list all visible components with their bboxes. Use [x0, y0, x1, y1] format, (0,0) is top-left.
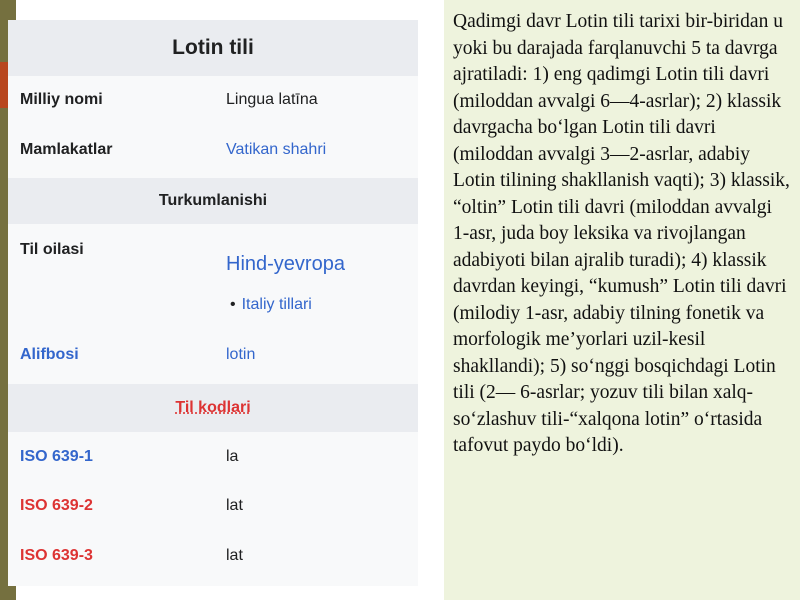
- link-indo-european[interactable]: Hind-yevropa: [226, 253, 345, 275]
- link-iso-639-1[interactable]: ISO 639-1: [20, 448, 93, 465]
- link-iso-639-2[interactable]: ISO 639-2: [20, 497, 93, 514]
- label-countries: Mamlakatlar: [20, 141, 113, 158]
- subfamily-list-item: [230, 296, 312, 314]
- value-iso-639-1: la: [226, 448, 239, 465]
- link-language-codes[interactable]: Til kodlari: [175, 399, 251, 416]
- value-native-name: Lingua latīna: [226, 91, 318, 108]
- link-vatican[interactable]: Vatikan shahri: [226, 141, 327, 158]
- infobox-title: Lotin tili: [8, 20, 418, 76]
- label-language-family: Til oilasi: [20, 241, 84, 258]
- section-classification: Turkumlanishi: [8, 178, 418, 224]
- link-latin-alphabet[interactable]: lotin: [226, 346, 256, 363]
- label-native-name: Milliy nomi: [20, 91, 103, 108]
- link-iso-639-3[interactable]: ISO 639-3: [20, 547, 93, 564]
- text-panel: [444, 0, 800, 600]
- bullet-icon: •: [230, 296, 236, 313]
- value-iso-639-3: lat: [226, 547, 243, 564]
- section-language-codes: [8, 384, 418, 432]
- link-alphabet-label[interactable]: Alifbosi: [20, 346, 79, 363]
- history-paragraph: Qadimgi davr Lotin tili tarixi bir-biridan u yoki bu darajada farqlanuvchi 5 ta davrga ajratiladi: 1) eng qadimgi Lotin tili davri (miloddan avvalgi 6—4-asrlar); 2) klassik davrgacha bo‘lgan Lotin tili davri (miloddan avvalgi 3—2-asrlar, adabiy Lotin tilining shakllanish vaqti); 3) klassik, “oltin” Lotin tili davri (miloddan avvalgi 1-asr, juda boy leksika va rivojlangan adabiyoti bilan ajralib turadi); 4) klassik davrdan keyingi, “kumush” Lotin tili davri (milodiy 1-asr, adabiy tilning fonetik va morfologik me’yorlari uzil-kesil shakllandi); 5) so‘nggi bosqichdagi Lotin tili (2— 6-asrlar; yozuv tili bilan xalq-so‘zlashuv tili-“xalqona lotin” o‘rtasida tafovut paydo bo‘ldi).: [453, 11, 790, 456]
- value-iso-639-2: lat: [226, 497, 243, 514]
- link-italic-languages[interactable]: Italiy tillari: [241, 296, 312, 313]
